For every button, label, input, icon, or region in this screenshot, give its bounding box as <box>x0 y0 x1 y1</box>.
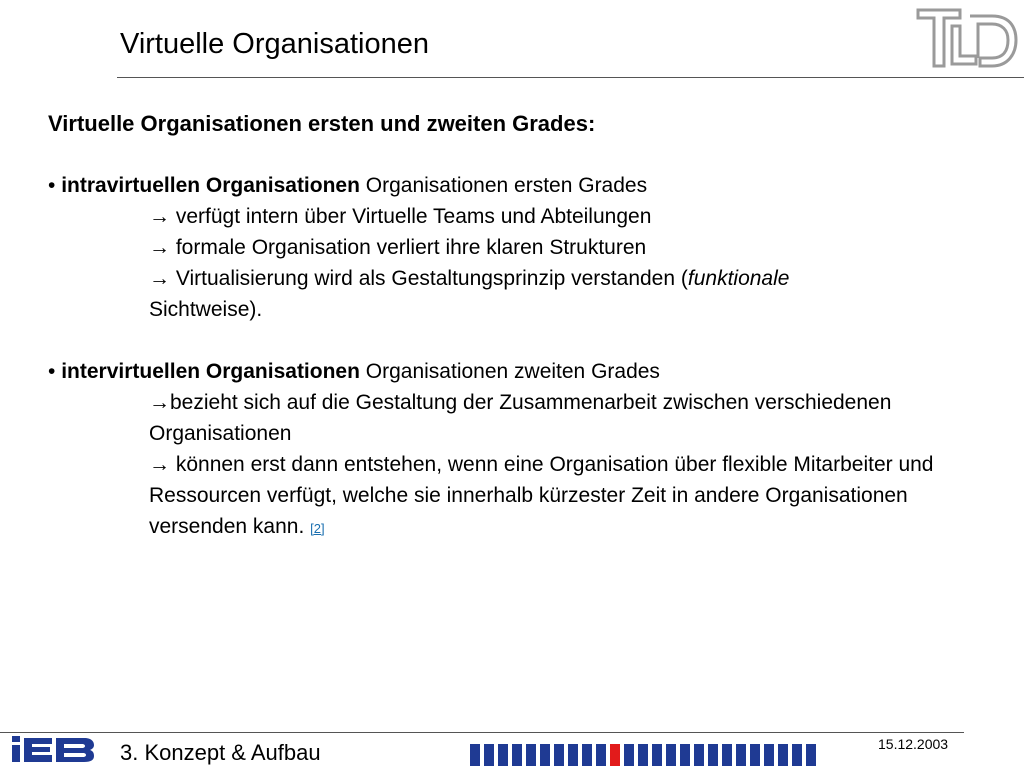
progress-square[interactable] <box>526 744 536 766</box>
bullet-term: intervirtuellen Organisationen <box>61 360 360 383</box>
reference-link[interactable]: [2] <box>310 521 325 536</box>
ieb-logo-icon <box>10 734 96 764</box>
progress-square[interactable] <box>512 744 522 766</box>
slide-body <box>48 108 998 544</box>
progress-square[interactable] <box>764 744 774 766</box>
progress-square[interactable] <box>540 744 550 766</box>
progress-square[interactable] <box>484 744 494 766</box>
sub-item: →bezieht sich auf die Gestaltung der Zusammenarbeit zwischen verschiedenen Organisationen <box>149 391 892 445</box>
bullet-intervirtual <box>48 356 998 387</box>
sub-item-text: → können erst dann entstehen, wenn eine Organisation über flexible Mitarbeiter und Ressourcen verfügt, welche sie innerhalb kürzester Zeit in andere Organisationen versenden kann. <box>149 453 934 538</box>
progress-square[interactable] <box>736 744 746 766</box>
progress-square[interactable] <box>806 744 816 766</box>
bullet-intravirtual <box>48 170 998 201</box>
progress-square[interactable] <box>652 744 662 766</box>
footer-divider <box>0 732 964 733</box>
footer-date: 15.12.2003 <box>878 736 949 752</box>
sub-item <box>149 263 998 325</box>
sub-item-text: Sichtweise). <box>149 298 263 321</box>
progress-square[interactable] <box>554 744 564 766</box>
tld-logo-icon <box>914 6 1020 70</box>
sub-item <box>149 449 998 544</box>
sub-item-emphasis: funktionale <box>687 267 790 290</box>
sub-item-text: → Virtualisierung wird als Gestaltungsprinzip verstanden ( <box>149 267 688 290</box>
progress-square[interactable] <box>750 744 760 766</box>
progress-square[interactable] <box>624 744 634 766</box>
sub-item: → verfügt intern über Virtuelle Teams und Abteilungen <box>149 205 652 228</box>
progress-square[interactable] <box>666 744 676 766</box>
slide-progress-bar <box>470 744 816 766</box>
progress-square[interactable] <box>498 744 508 766</box>
bullet-description: Organisationen ersten Grades <box>359 174 648 197</box>
progress-square[interactable] <box>778 744 788 766</box>
progress-square[interactable] <box>596 744 606 766</box>
progress-square[interactable] <box>792 744 802 766</box>
progress-square-current[interactable] <box>610 744 620 766</box>
bullet-description: Organisationen zweiten Grades <box>359 360 660 383</box>
sub-item: → formale Organisation verliert ihre klaren Strukturen <box>149 236 647 259</box>
slide-heading: Virtuelle Organisationen ersten und zweiten Grades: <box>48 111 596 136</box>
progress-square[interactable] <box>708 744 718 766</box>
title-divider <box>117 77 1024 78</box>
footer-section-title: 3. Konzept & Aufbau <box>120 740 321 765</box>
progress-square[interactable] <box>470 744 480 766</box>
bullet-term: intravirtuellen Organisationen <box>61 174 360 197</box>
progress-square[interactable] <box>722 744 732 766</box>
progress-square[interactable] <box>680 744 690 766</box>
bullet-marker: • <box>48 360 56 383</box>
slide-title: Virtuelle Organisationen <box>120 28 429 60</box>
progress-square[interactable] <box>638 744 648 766</box>
bullet-marker: • <box>48 174 56 197</box>
progress-square[interactable] <box>582 744 592 766</box>
progress-square[interactable] <box>568 744 578 766</box>
progress-square[interactable] <box>694 744 704 766</box>
